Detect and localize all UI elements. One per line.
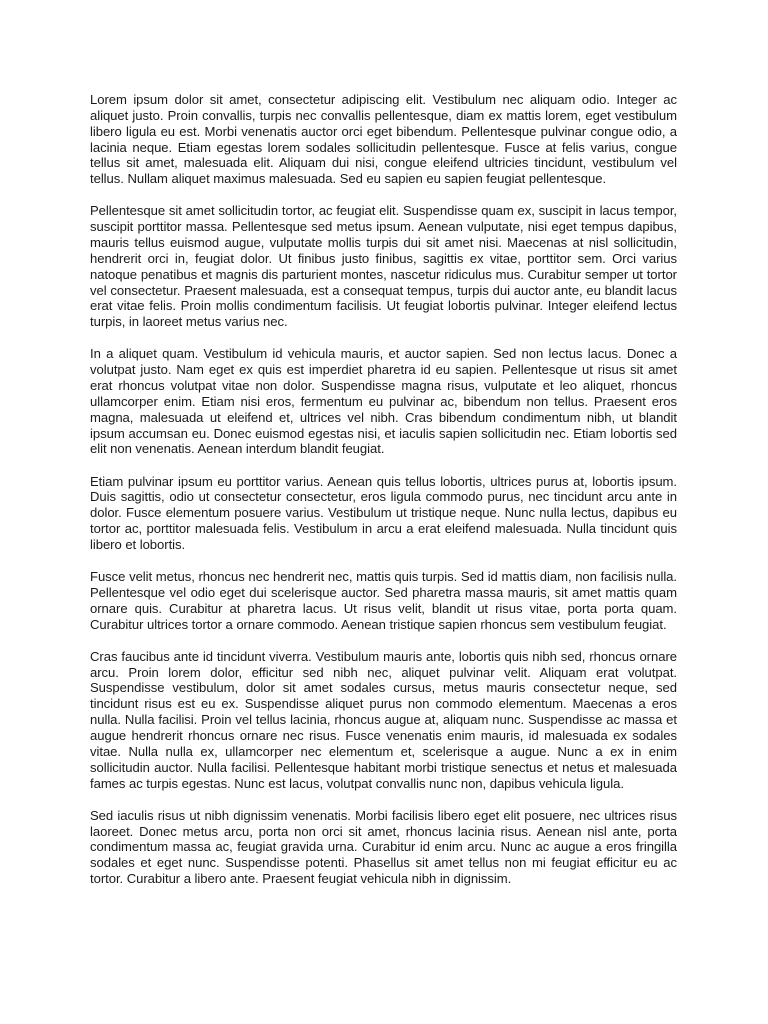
document-body — [90, 92, 677, 887]
paragraph-6: Cras faucibus ante id tincidunt viverra. Vestibulum mauris ante, lobortis quis nibh sed, rhoncus ornare arcu. Proin lorem dolor, efficitur sed nibh nec, aliquet pulvinar velit. Aliquam erat volutpat. Suspendisse vestibulum, dolor sit amet sodales cursus, metus mauris consectetur neque, sed tincidunt risus est eu ex. Suspendisse aliquet purus non commodo elementum. Maecenas a eros nulla. Nulla facilisi. Proin vel tellus lacinia, rhoncus augue at, aliquam nunc. Suspendisse ac massa et augue hendrerit rhoncus ornare nec risus. Fusce venenatis enim mauris, id malesuada ex sodales vitae. Nulla nulla ex, ullamcorper nec elementum et, scelerisque a augue. Nunc a ex in enim sollicitudin auctor. Nulla facilisi. Pellentesque habitant morbi tristique senectus et netus et malesuada fames ac turpis egestas. Nunc est lacus, volutpat convallis nunc non, dapibus vehicula ligula. — [90, 648, 677, 791]
paragraph-7: Sed iaculis risus ut nibh dignissim venenatis. Morbi facilisis libero eget elit posuere, nec ultrices risus laoreet. Donec metus arcu, porta non orci sit amet, rhoncus lacinia risus. Aenean nisl ante, porta condimentum massa ac, feugiat gravida urna. Curabitur id enim arcu. Nunc ac augue a eros fringilla sodales et eget nunc. Suspendisse potenti. Phasellus sit amet tellus non mi feugiat efficitur eu ac tortor. Curabitur a libero ante. Praesent feugiat vehicula nibh in dignissim. — [90, 807, 677, 887]
paragraph-4: Etiam pulvinar ipsum eu porttitor varius. Aenean quis tellus lobortis, ultrices purus at, lobortis ipsum. Duis sagittis, odio ut consectetur consectetur, eros ligula commodo purus, nec tincidunt arcu ante in dolor. Fusce elementum posuere varius. Vestibulum ut tristique neque. Nunc nulla lectus, dapibus eu tortor ac, porttitor malesuada felis. Vestibulum in arcu a erat eleifend malesuada. Nulla tincidunt quis libero et lobortis. — [90, 473, 677, 552]
paragraph-1: Lorem ipsum dolor sit amet, consectetur adipiscing elit. Vestibulum nec aliquam odio. Integer ac aliquet justo. Proin convallis, turpis nec convallis pellentesque, diam ex mattis lorem, eget vestibulum libero ligula eu est. Morbi venenatis auctor orci eget bibendum. Pellentesque pulvinar congue odio, a lacinia neque. Etiam egestas lorem sodales sollicitudin pellentesque. Fusce at felis varius, congue tellus sit amet, malesuada elit. Aliquam dui nisi, congue eleifend ultricies tincidunt, vestibulum vel tellus. Nullam aliquet maximus malesuada. Sed eu sapien eu sapien feugiat pellentesque. — [90, 92, 677, 187]
paragraph-5: Fusce velit metus, rhoncus nec hendrerit nec, mattis quis turpis. Sed id mattis diam, non facilisis nulla. Pellentesque vel odio eget dui scelerisque auctor. Sed pharetra massa mauris, sit amet mattis quam ornare quis. Curabitur at pharetra lacus. Ut risus velit, blandit ut risus vitae, porta porta quam. Curabitur ultrices tortor a ornare commodo. Aenean tristique sapien rhoncus sem vestibulum feugiat. — [90, 569, 677, 632]
paragraph-2: Pellentesque sit amet sollicitudin tortor, ac feugiat elit. Suspendisse quam ex, suscipit in lacus tempor, suscipit porttitor massa. Pellentesque sed metus ipsum. Aenean vulputate, nisi eget tempus dapibus, mauris tellus euismod augue, vulputate mollis turpis dui sit amet nisi. Maecenas at nisl sollicitudin, hendrerit orci in, feugiat dolor. Ut finibus justo finibus, sagittis ex vitae, porttitor sem. Orci varius natoque penatibus et magnis dis parturient montes, nascetur ridiculus mus. Curabitur semper ut tortor vel consectetur. Praesent malesuada, est a consequat tempus, turpis dui auctor ante, eu blandit lacus erat vitae felis. Proin mollis condimentum facilisis. Ut feugiat lobortis pulvinar. Integer eleifend lectus turpis, in laoreet metus varius nec. — [90, 203, 677, 330]
paragraph-3: In a aliquet quam. Vestibulum id vehicula mauris, et auctor sapien. Sed non lectus lacus. Donec a volutpat justo. Nam eget ex quis est imperdiet pharetra id eu sapien. Pellentesque ut risus sit amet erat rhoncus volutpat vitae non dolor. Suspendisse magna risus, vulputate et leo aliquet, rhoncus ullamcorper enim. Etiam nisi eros, fermentum eu pulvinar ac, bibendum non tellus. Praesent eros magna, malesuada ut eleifend et, ultrices vel nibh. Cras bibendum condimentum nibh, ut blandit ipsum accumsan eu. Donec euismod egestas nisi, et iaculis sapien sollicitudin nec. Etiam lobortis sed elit non venenatis. Aenean interdum blandit feugiat. — [90, 346, 677, 457]
